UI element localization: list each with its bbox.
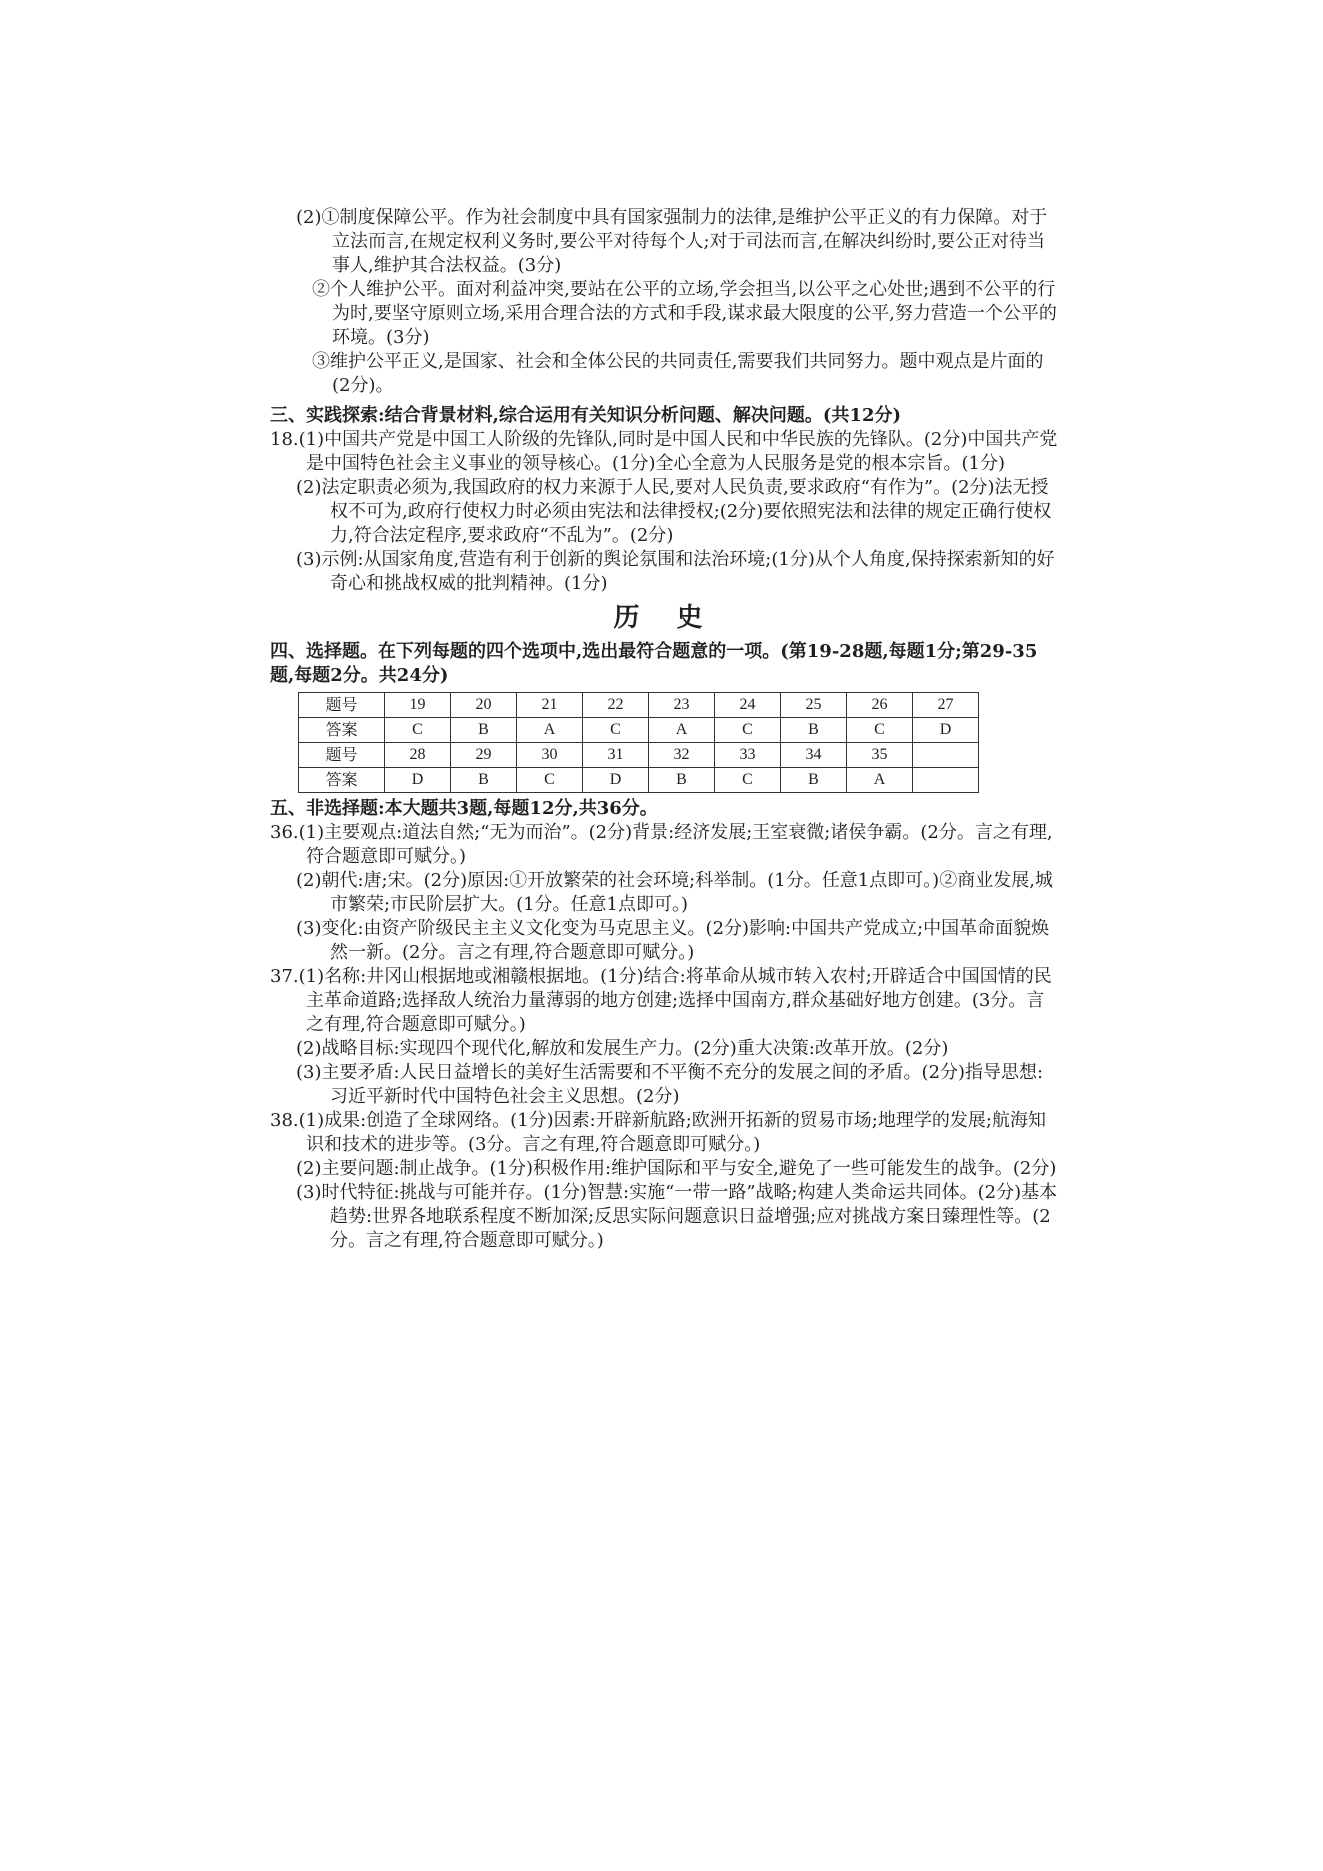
table-cell-answer: A bbox=[517, 718, 583, 743]
history-q36-1: 36.(1)主要观点:道法自然;“无为而治”。(2分)背景:经济发展;王室衰微;诸侯争霸。(2分。言之有理,符合题意即可赋分。) bbox=[270, 822, 1053, 867]
table-cell-question: 32 bbox=[649, 743, 715, 768]
history-q38-2: (2)主要问题:制止战争。(1分)积极作用:维护国际和平与安全,避免了一些可能发生的战争。(2分) bbox=[296, 1158, 1057, 1179]
table-cell-answer: D bbox=[385, 768, 451, 793]
table-cell-question: 26 bbox=[847, 693, 913, 718]
politics-q17-2-part3: ③维护公平正义,是国家、社会和全体公民的共同责任,需要我们共同努力。题中观点是片面的(2分)。 bbox=[312, 351, 1044, 396]
table-cell-question: 30 bbox=[517, 743, 583, 768]
table-cell-answer: B bbox=[781, 768, 847, 793]
table-cell-question: 27 bbox=[913, 693, 979, 718]
table-cell-question: 22 bbox=[583, 693, 649, 718]
politics-q17-2-part2: ②个人维护公平。面对利益冲突,要站在公平的立场,学会担当,以公平之心处世;遇到不公平的行为时,要坚守原则立场,采用合理合法的方式和手段,谋求最大限度的公平,努力营造一个公平的环境。(3分) bbox=[312, 279, 1057, 348]
table-row-answers bbox=[299, 768, 979, 793]
table-cell-answer: C bbox=[715, 718, 781, 743]
table-cell-question: 34 bbox=[781, 743, 847, 768]
table-cell-question: 25 bbox=[781, 693, 847, 718]
table-cell-answer: A bbox=[649, 718, 715, 743]
history-subject-title: 历 史 bbox=[613, 603, 717, 633]
table-row-label: 答案 bbox=[299, 718, 385, 743]
history-q37-1: 37.(1)名称:井冈山根据地或湘赣根据地。(1分)结合:将革命从城市转入农村;开辟适合中国国情的民主革命道路;选择敌人统治力量薄弱的地方创建;选择中国南方,群众基础好地方创建。(3分。言之有理,符合题意即可赋分。) bbox=[270, 966, 1052, 1035]
history-q36-3: (3)变化:由资产阶级民主主义文化变为马克思主义。(2分)影响:中国共产党成立;中国革命面貌焕然一新。(2分。言之有理,符合题意即可赋分。) bbox=[296, 918, 1050, 963]
table-row-label: 题号 bbox=[299, 743, 385, 768]
section-4-heading: 四、选择题。在下列每题的四个选项中,选出最符合题意的一项。(第19-28题,每题1分;第29-35题,每题2分。共24分) bbox=[270, 641, 1038, 686]
politics-q18-1: 18.(1)中国共产党是中国工人阶级的先锋队,同时是中国人民和中华民族的先锋队。(2分)中国共产党是中国特色社会主义事业的领导核心。(1分)全心全意为人民服务是党的根本宗旨。(1分) bbox=[270, 429, 1058, 474]
history-q37-3: (3)主要矛盾:人民日益增长的美好生活需要和不平衡不充分的发展之间的矛盾。(2分)指导思想:习近平新时代中国特色社会主义思想。(2分) bbox=[296, 1062, 1044, 1107]
table-cell-answer: C bbox=[715, 768, 781, 793]
section-3-heading: 三、实践探索:结合背景材料,综合运用有关知识分析问题、解决问题。(共12分) bbox=[270, 405, 901, 426]
table-cell-question: 21 bbox=[517, 693, 583, 718]
table-cell-answer: C bbox=[517, 768, 583, 793]
answer-key-page bbox=[270, 206, 1060, 1253]
table-cell-question: 28 bbox=[385, 743, 451, 768]
table-cell-question: 33 bbox=[715, 743, 781, 768]
politics-q18-3: (3)示例:从国家角度,营造有利于创新的舆论氛围和法治环境;(1分)从个人角度,保持探索新知的好奇心和挑战权威的批判精神。(1分) bbox=[296, 549, 1055, 594]
table-cell-question: 23 bbox=[649, 693, 715, 718]
table-cell-question: 20 bbox=[451, 693, 517, 718]
table-cell-question: 24 bbox=[715, 693, 781, 718]
history-q38-3: (3)时代特征:挑战与可能并存。(1分)智慧:实施“一带一路”战略;构建人类命运共同体。(2分)基本趋势:世界各地联系程度不断加深;反思实际问题意识日益增强;应对挑战方案日臻理性等。(2分。言之有理,符合题意即可赋分。) bbox=[296, 1182, 1058, 1251]
table-row-answers bbox=[299, 718, 979, 743]
table-cell-question: 31 bbox=[583, 743, 649, 768]
table-cell-answer bbox=[913, 768, 979, 793]
table-cell-answer: B bbox=[451, 768, 517, 793]
table-cell-answer: B bbox=[781, 718, 847, 743]
table-cell-answer: A bbox=[847, 768, 913, 793]
table-cell-answer: D bbox=[583, 768, 649, 793]
section-5-heading: 五、非选择题:本大题共3题,每题12分,共36分。 bbox=[270, 798, 658, 819]
table-row-label: 答案 bbox=[299, 768, 385, 793]
table-cell-answer: B bbox=[451, 718, 517, 743]
table-cell-question: 19 bbox=[385, 693, 451, 718]
table-row-question-numbers bbox=[299, 693, 979, 718]
table-cell-question: 29 bbox=[451, 743, 517, 768]
table-cell-answer: D bbox=[913, 718, 979, 743]
table-cell-answer: B bbox=[649, 768, 715, 793]
table-row-label: 题号 bbox=[299, 693, 385, 718]
history-q36-2: (2)朝代:唐;宋。(2分)原因:①开放繁荣的社会环境;科举制。(1分。任意1点即可。)②商业发展,城市繁荣;市民阶层扩大。(1分。任意1点即可。) bbox=[296, 870, 1053, 915]
history-q37-2: (2)战略目标:实现四个现代化,解放和发展生产力。(2分)重大决策:改革开放。(2分) bbox=[296, 1038, 949, 1059]
table-cell-answer: C bbox=[583, 718, 649, 743]
table-cell-answer: C bbox=[847, 718, 913, 743]
politics-q18-2: (2)法定职责必须为,我国政府的权力来源于人民,要对人民负责,要求政府“有作为”。(2分)法无授权不可为,政府行使权力时必须由宪法和法律授权;(2分)要依照宪法和法律的规定正确行使权力,符合法定程序,要求政府“不乱为”。(2分) bbox=[296, 477, 1052, 546]
table-cell-question bbox=[913, 743, 979, 768]
table-cell-answer: C bbox=[385, 718, 451, 743]
history-q38-1: 38.(1)成果:创造了全球网络。(1分)因素:开辟新航路;欧洲开拓新的贸易市场;地理学的发展;航海知识和技术的进步等。(3分。言之有理,符合题意即可赋分。) bbox=[270, 1110, 1046, 1155]
table-row-question-numbers bbox=[299, 743, 979, 768]
table-cell-question: 35 bbox=[847, 743, 913, 768]
answer-table bbox=[298, 692, 979, 793]
politics-q17-2-part1: (2)①制度保障公平。作为社会制度中具有国家强制力的法律,是维护公平正义的有力保障。对于立法而言,在规定权利义务时,要公平对待每个人;对于司法而言,在解决纠纷时,要公正对待当事人,维护其合法权益。(3分) bbox=[296, 207, 1048, 276]
